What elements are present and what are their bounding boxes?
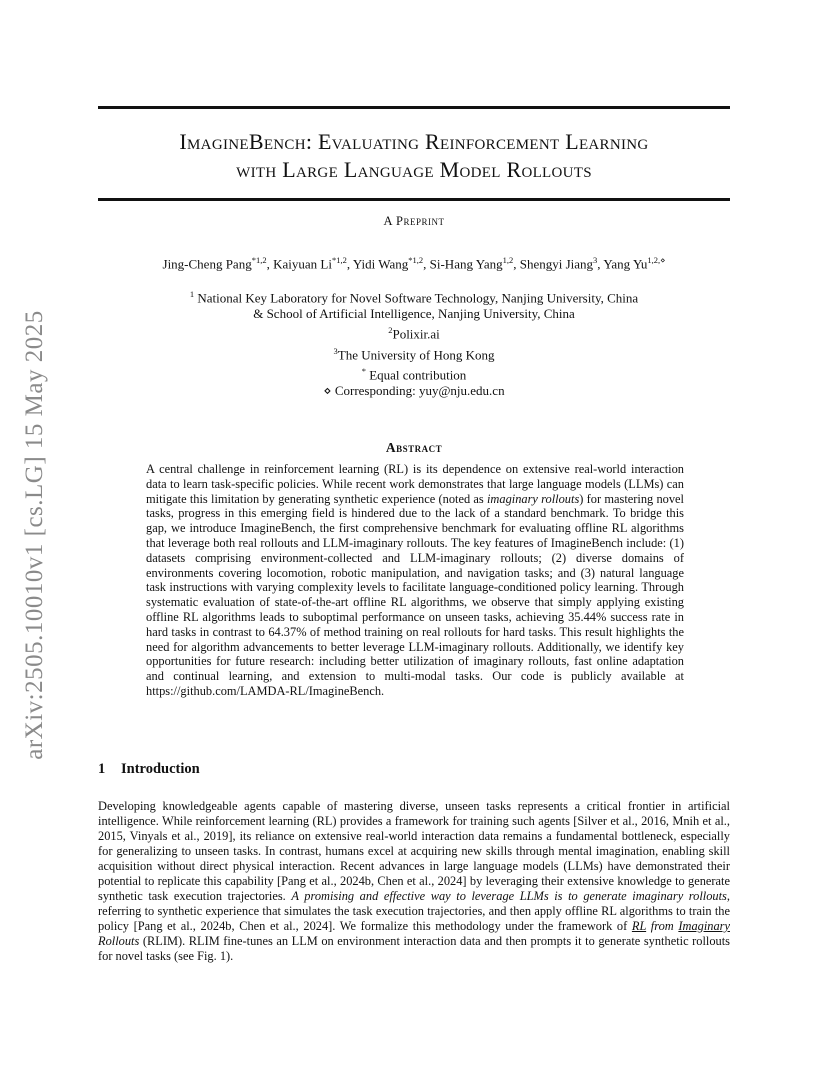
rlim-rl: RL	[631, 919, 647, 933]
abstract-text-1: A central challenge in reinforcement learning (RL) is its dependence on extensive real-world interaction data to learn task-specific policies. While recent work demonstrates that large language models (LLMs) can mitigate this limitation by generating synthetic experience (noted as	[146, 462, 684, 506]
affiliation-1-line-2: & School of Artificial Intelligence, Nanjing University, China	[253, 306, 575, 322]
affil-text: The University of Hong Kong	[337, 346, 495, 362]
rlim-imaginary: Imaginary	[678, 919, 730, 933]
abstract-heading: Abstract	[385, 440, 443, 455]
corresponding-author-note	[98, 383, 730, 399]
title-top-rule	[98, 106, 730, 109]
arxiv-id: arXiv:2505.10010v1 [cs.LG] 15 May 2025	[21, 310, 48, 760]
section-title: Introduction	[121, 761, 200, 777]
affil-text: Polixir.ai	[392, 326, 440, 342]
author-affil-sup: *1,2	[331, 255, 347, 265]
rlim-rollouts: Rollouts	[98, 934, 140, 948]
affiliation-2	[98, 322, 730, 342]
equal-contribution-note	[98, 363, 730, 383]
author-name: Jing-Cheng Pang	[162, 256, 252, 272]
author-list: Jing-Cheng Pang$^{*1,2}$, Kaiyuan Li$^{*1,2}$, Yidi Wang$^{*1,2}$, Si-Hang Yang$^{1,2}$, Shengyi Jiang$^3$, Yang $Yu^{1,2,⋄}$	[162, 255, 666, 272]
note-text: Equal contribution	[365, 367, 467, 383]
note-text: Corresponding: yuy@nju.edu.cn	[331, 383, 505, 399]
title-line-2: with Large Language Model Rollouts	[236, 157, 592, 182]
affil-text: National Key Laboratory for Novel Software Technology, Nanjing University, China	[197, 290, 639, 306]
rlim-from: from	[646, 919, 679, 933]
affil-sup: 1	[189, 289, 195, 299]
section-number: 1	[98, 761, 106, 777]
intro-emphasis: A promising and effective way to leverage LLMs is to generate imaginary rollouts	[291, 889, 727, 903]
introduction-body	[98, 799, 730, 964]
author-affil-sup: 1,2	[502, 255, 514, 265]
abstract-body	[146, 462, 684, 699]
section-heading-introduction	[98, 761, 730, 778]
intro-text-2: , referring to synthetic experience that simulates the task execution trajectories, and then apply offline RL algorithms to train the policy [Pang et al., 2024b, Chen et al., 2024]. We formalize this methodology under the framework of	[98, 889, 730, 933]
affiliation-3	[98, 343, 730, 363]
intro-text-3: (RLIM). RLIM fine-tunes an LLM on environment interaction data and then prompts it to generate synthetic rollouts for novel tasks (see Fig. 1).	[98, 934, 730, 963]
title-line-1: ImagineBench: Evaluating Reinforcement Learning	[179, 129, 649, 154]
affiliation-1-line-1	[98, 286, 730, 306]
author-affil-sup: *1,2	[408, 255, 424, 265]
note-mark: ⋄	[323, 383, 332, 399]
author-affil-sup: *1,2	[251, 255, 267, 265]
title-bottom-rule	[98, 198, 730, 201]
author-name: Yang Yu	[603, 256, 648, 272]
author-name: Shengyi Jiang	[519, 256, 594, 272]
author-affil-sup: 3	[593, 255, 598, 265]
author-affil-sup: 1,2,⋄	[647, 255, 666, 265]
abstract-text-2: ) for mastering novel tasks, progress in this emerging field is hindered due to the lack of a standard benchmark. To bridge this gap, we introduce ImagineBench, the first comprehensive benchmark for evaluating offline RL algorithms that leverage both real rollouts and LLM-imaginary rollouts. The key features of ImagineBench include: (1) datasets comprising environment-collected and LLM-imaginary rollouts; (2) diverse domains of environments covering locomotion, robotic manipulation, and navigation tasks; and (3) natural language task instructions with varying complexity levels to facilitate language-conditioned policy learning. Through systematic evaluation of state-of-the-art offline RL algorithms, we observe that simply applying existing offline RL algorithms leads to suboptimal performance on unseen tasks, achieving 35.44% success rate in hard tasks in contrast to 64.37% of method training on real rollouts for hard tasks. This result highlights the need for algorithm advancements to better leverage LLM-imaginary rollouts. Additionally, we identify key opportunities for future research: including better utilization of imaginary rollouts, fast online adaptation and continual learning, and extension to multi-modal tasks. Our code is publicly available at https://github.com/LAMDA-RL/ImagineBench.	[146, 491, 684, 698]
intro-text-1: Developing knowledgeable agents capable of mastering diverse, unseen tasks represents a critical frontier in artificial intelligence. While reinforcement learning (RL) provides a framework for training such agents [Silver et al., 2016, Mnih et al., 2015, Vinyals et al., 2019], its reliance on extensive real-world interaction data remains a fundamental bottleneck, especially for generalizing to unseen tasks. In contrast, humans excel at acquiring new skills through mental imagination, enabling skill acquisition without direct physical interaction. Recent advances in large language models (LLMs) have demonstrated their potential to replicate this capability [Pang et al., 2024b, Chen et al., 2024] by leveraging their extensive knowledge to generate synthetic task execution trajectories.	[98, 799, 730, 903]
arxiv-sidebar-stamp	[20, 295, 50, 775]
affil-sup: 2	[388, 325, 393, 336]
author-name: Kaiyuan Li	[273, 256, 332, 272]
author-name: Yidi Wang	[352, 256, 409, 272]
preprint-label: A Preprint	[383, 214, 445, 228]
affiliations	[98, 286, 730, 399]
author-name: Si-Hang Yang	[429, 256, 503, 272]
affil-sup: 3	[333, 345, 338, 356]
paper-title	[98, 128, 730, 184]
abstract-emphasis: imaginary rollouts	[486, 491, 580, 506]
note-mark: *	[361, 365, 366, 376]
